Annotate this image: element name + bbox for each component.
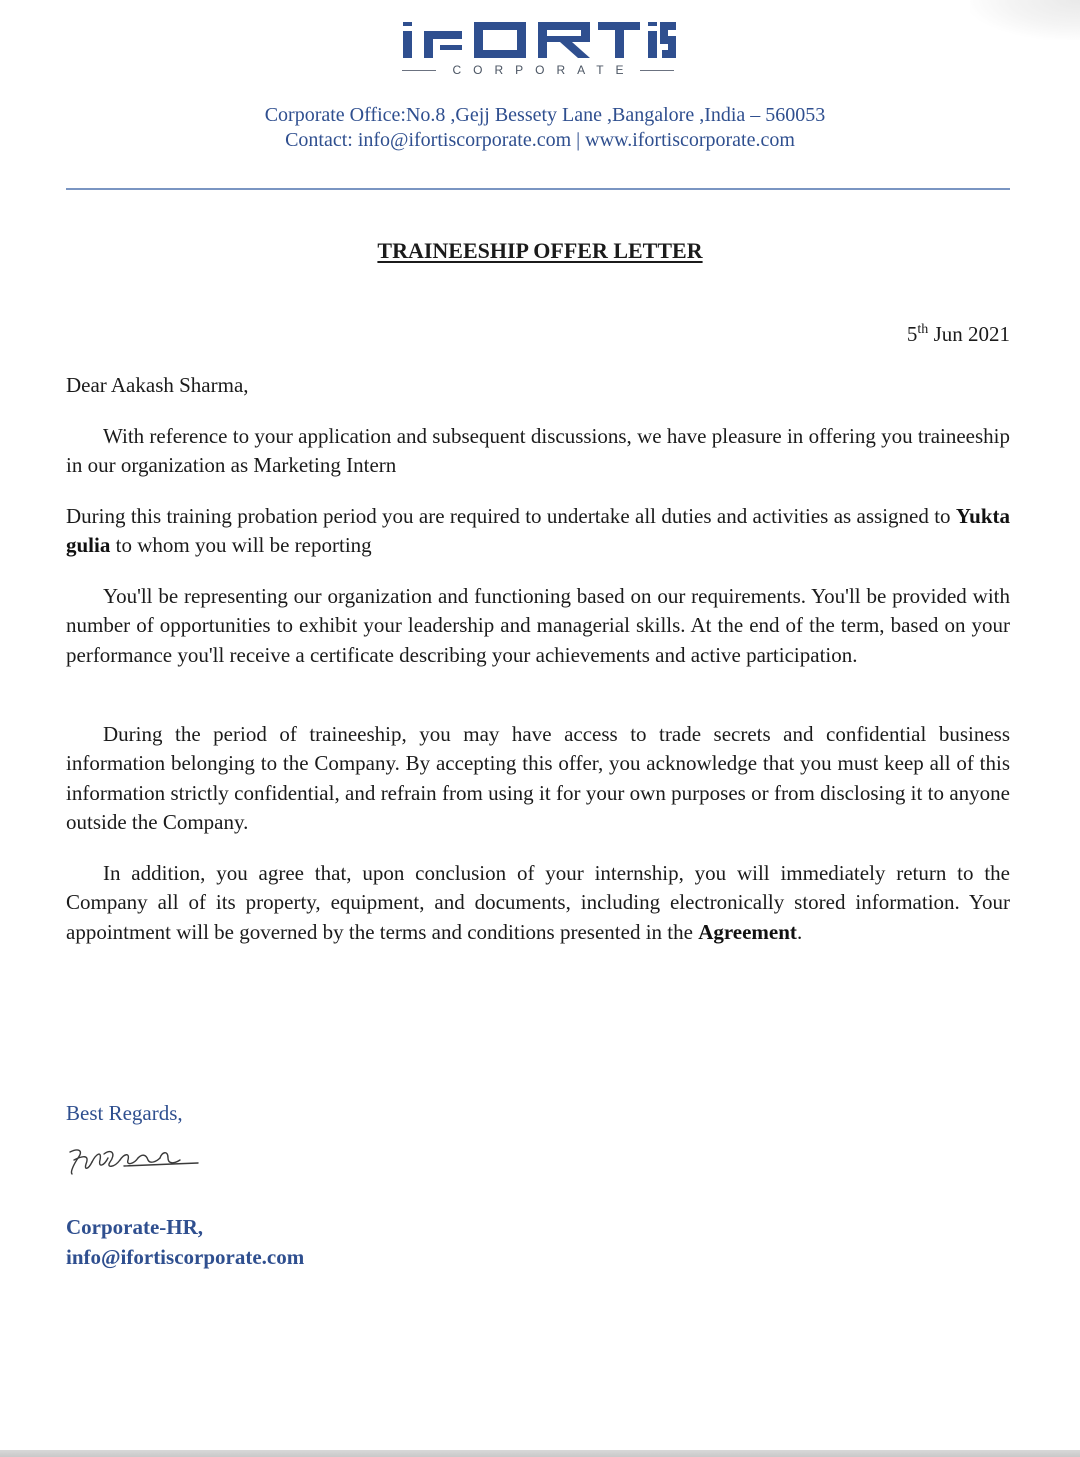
header-divider [66, 188, 1010, 190]
signatory-block [66, 1212, 304, 1272]
paragraph-confidentiality: During the period of traineeship, you may have access to trade secrets and confidential business information belonging to the Company. By accepting this offer, you acknowledge that you must keep all of this information strictly confidential, and refrain from using it for your own purposes or from disclosing it to anyone outside the Company. [66, 722, 1010, 834]
paragraph-reporting-text-2: to whom you will be reporting [110, 533, 372, 558]
wordmark-letter-s [662, 26, 676, 54]
signature-icon [64, 1140, 204, 1182]
logo-rule-left [402, 70, 436, 71]
page-bottom-edge [0, 1450, 1080, 1457]
logo-rule-right [640, 70, 674, 71]
paragraph-return-property [66, 859, 1010, 947]
letter-date [907, 320, 1010, 348]
logo-subtitle [400, 62, 676, 78]
date-rest: Jun 2021 [928, 322, 1010, 346]
paragraph-reporting-text-1: During this training probation period you are required to undertake all duties and activities as assigned to [66, 504, 956, 528]
ifortis-wordmark-icon [400, 14, 676, 60]
contact-line: Contact: info@ifortiscorporate.com | www.ifortiscorporate.com [285, 129, 795, 151]
paragraph-return-text: In addition, you agree that, upon conclusion of your internship, you will immediately return to the Company all of its property, equipment, and documents, including electronically stored information. Your appointment will be governed by the terms and conditions presented in the [66, 861, 1010, 944]
paragraph-responsibilities: You'll be representing our organization and functioning based on our requirements. You'll be provided with number of opportunities to exhibit your leadership and managerial skills. At the end of the term, based on your performance you'll receive a certificate describing your achievements and active participation. [66, 584, 1010, 667]
paragraph-offer: With reference to your application and subsequent discussions, we have pleasure in offering you traineeship in our organization as Marketing Intern [66, 424, 1010, 478]
supervisor-name: Yukta gulia [66, 504, 1010, 558]
page-corner-shadow [970, 0, 1080, 40]
agreement-term: Agreement [698, 919, 797, 944]
logo-subtitle-text: CORPORATE [452, 63, 636, 77]
date-day: 5 [906, 322, 918, 346]
signatory-email: info@ifortiscorporate.com [66, 1245, 305, 1269]
closing-regards: Best Regards, [66, 1101, 183, 1125]
date-suffix: th [917, 322, 929, 337]
company-logo [400, 14, 676, 80]
salutation: Dear Aakash Sharma, [66, 373, 249, 397]
paragraph-return-end: . [796, 919, 803, 944]
signatory-title: Corporate-HR, [66, 1215, 204, 1239]
letter-title: TRAINEESHIP OFFER LETTER [377, 238, 703, 263]
corporate-address: Corporate Office:No.8 ,Gejj Bessety Lane ,Bangalore ,India – 560053 [264, 104, 826, 126]
paragraph-reporting [66, 502, 1010, 561]
